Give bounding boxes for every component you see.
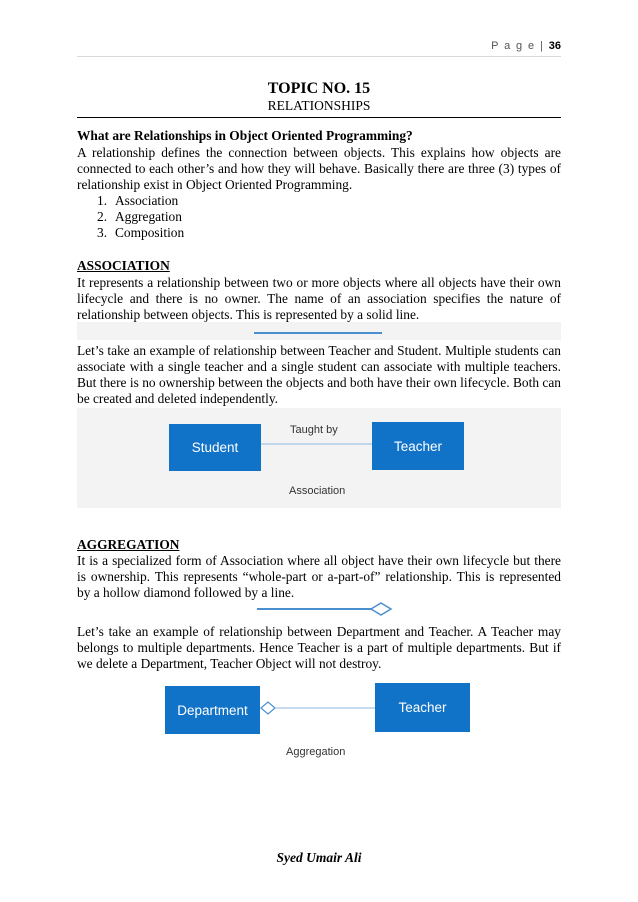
intro-paragraph: A relationship defines the connection between objects. This explains how objects are connected to each other’s and how they will behave. Basically there are three (3) types of relationship exist in Object Oriented Programming. bbox=[77, 145, 561, 192]
department-box: Department bbox=[165, 686, 260, 734]
association-caption: Association bbox=[289, 485, 346, 497]
page-number: 36 bbox=[548, 40, 561, 52]
aggregation-line-symbol bbox=[255, 601, 395, 617]
list-item: 2. Aggregation bbox=[97, 209, 182, 224]
association-connector bbox=[261, 442, 372, 446]
teacher-box: Teacher bbox=[372, 422, 464, 470]
page-separator: | bbox=[540, 40, 545, 52]
topic-title: TOPIC NO. 15 bbox=[267, 80, 371, 97]
header-divider bbox=[77, 56, 561, 57]
aggregation-heading: AGGREGATION bbox=[77, 537, 180, 552]
aggregation-caption: Aggregation bbox=[286, 746, 346, 758]
student-box: Student bbox=[169, 424, 261, 471]
page-number-header bbox=[491, 40, 561, 52]
teacher-box-aggregation: Teacher bbox=[375, 683, 470, 732]
association-line-symbol bbox=[250, 329, 386, 337]
association-heading: ASSOCIATION bbox=[77, 258, 170, 273]
aggregation-example: Let’s take an example of relationship between Department and Teacher. A Teacher may belongs to multiple departments. Hence Teacher is a part of multiple departments. But if we delete a Department, Teacher Object will not destroy. bbox=[77, 624, 561, 671]
list-item: 3. Composition bbox=[97, 225, 185, 240]
aggregation-paragraph: It is a specialized form of Association where all object have their own lifecycle but there is ownership. This represents “whole-part or a-part-of” relationship. This is represented by a hollow diamond followed by a line. bbox=[77, 553, 561, 600]
association-paragraph: It represents a relationship between two or more objects where all objects have their own lifecycle and there is no owner. The name of an association specifies the nature of relationship between objects. This is represented by a solid line. bbox=[77, 275, 561, 322]
aggregation-connector bbox=[260, 701, 375, 715]
footer-author: Syed Umair Ali bbox=[276, 850, 362, 865]
topic-subtitle: RELATIONSHIPS bbox=[267, 98, 371, 113]
intro-question: What are Relationships in Object Oriented Programming? bbox=[77, 128, 413, 143]
title-divider bbox=[77, 117, 561, 118]
page-label: P a g e bbox=[491, 40, 536, 52]
list-item: 1. Association bbox=[97, 193, 179, 208]
relationship-types-list bbox=[97, 193, 184, 241]
association-line-label: Taught by bbox=[290, 424, 338, 436]
association-example: Let’s take an example of relationship between Teacher and Student. Multiple students can associate with a single teacher and a single student can associate with multiple teachers. But there is no ownership between the objects and both have their own lifecycle. Both can be created and deleted independently. bbox=[77, 343, 561, 406]
